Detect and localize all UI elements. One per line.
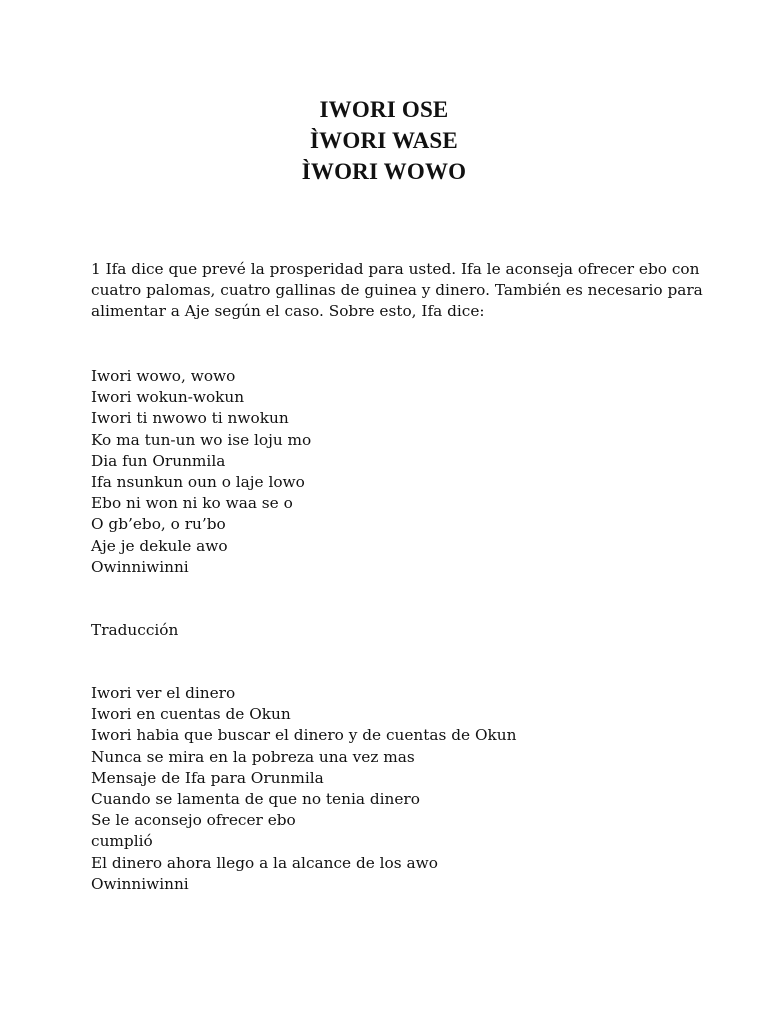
verse-line: Iwori wokun-wokun: [91, 388, 245, 407]
intro-line: cuatro palomas, cuatro gallinas de guinea y dinero. También es necesario para: [91, 281, 703, 300]
intro-paragraph: [91, 259, 703, 323]
verse-line: Owinniwinni: [91, 557, 189, 576]
translation-line: Mensaje de Ifa para Orunmila: [91, 768, 324, 787]
verse-line: O gb’ebo, o ru’bo: [91, 515, 226, 534]
translation-line: cumplió: [91, 832, 153, 851]
verse-line: Ko ma tun-un wo ise loju mo: [91, 430, 312, 449]
title-line: IWORI OSE: [319, 97, 449, 122]
translation-line: Iwori ver el dinero: [91, 684, 236, 702]
translation-line: Owinniwinni: [91, 874, 189, 893]
verse-line: Aje je dekule awo: [91, 536, 228, 555]
translation-line: Iwori en cuentas de Okun: [91, 705, 291, 724]
intro-line: alimentar a Aje según el caso. Sobre esto, Ifa dice:: [91, 302, 485, 321]
translation-line: Cuando se lamenta de que no tenia dinero: [91, 790, 420, 809]
yoruba-verse: [91, 366, 691, 578]
document-title: [0, 94, 768, 187]
title-line: ÌWORI WOWO: [301, 159, 467, 184]
verse-line: Ebo ni won ni ko waa se o: [91, 494, 293, 513]
verse-line: Dia fun Orunmila: [91, 451, 226, 470]
translation-line: Iwori habia que buscar el dinero y de cuentas de Okun: [91, 726, 517, 745]
verse-line: Iwori wowo, wowo: [91, 367, 236, 385]
translation-line: Se le aconsejo ofrecer ebo: [91, 811, 296, 830]
translation-line: El dinero ahora llego a la alcance de los awo: [91, 853, 438, 872]
verse-line: Ifa nsunkun oun o laje lowo: [91, 473, 305, 492]
translation-heading: Traducción: [91, 621, 179, 639]
verse-line: Iwori ti nwowo ti nwokun: [91, 409, 289, 428]
title-line: ÌWORI WASE: [310, 128, 458, 153]
intro-line: 1 Ifa dice que prevé la prosperidad para usted. Ifa le aconseja ofrecer ebo con: [91, 260, 700, 278]
translation-verse: [91, 683, 691, 895]
translation-line: Nunca se mira en la pobreza una vez mas: [91, 747, 415, 766]
